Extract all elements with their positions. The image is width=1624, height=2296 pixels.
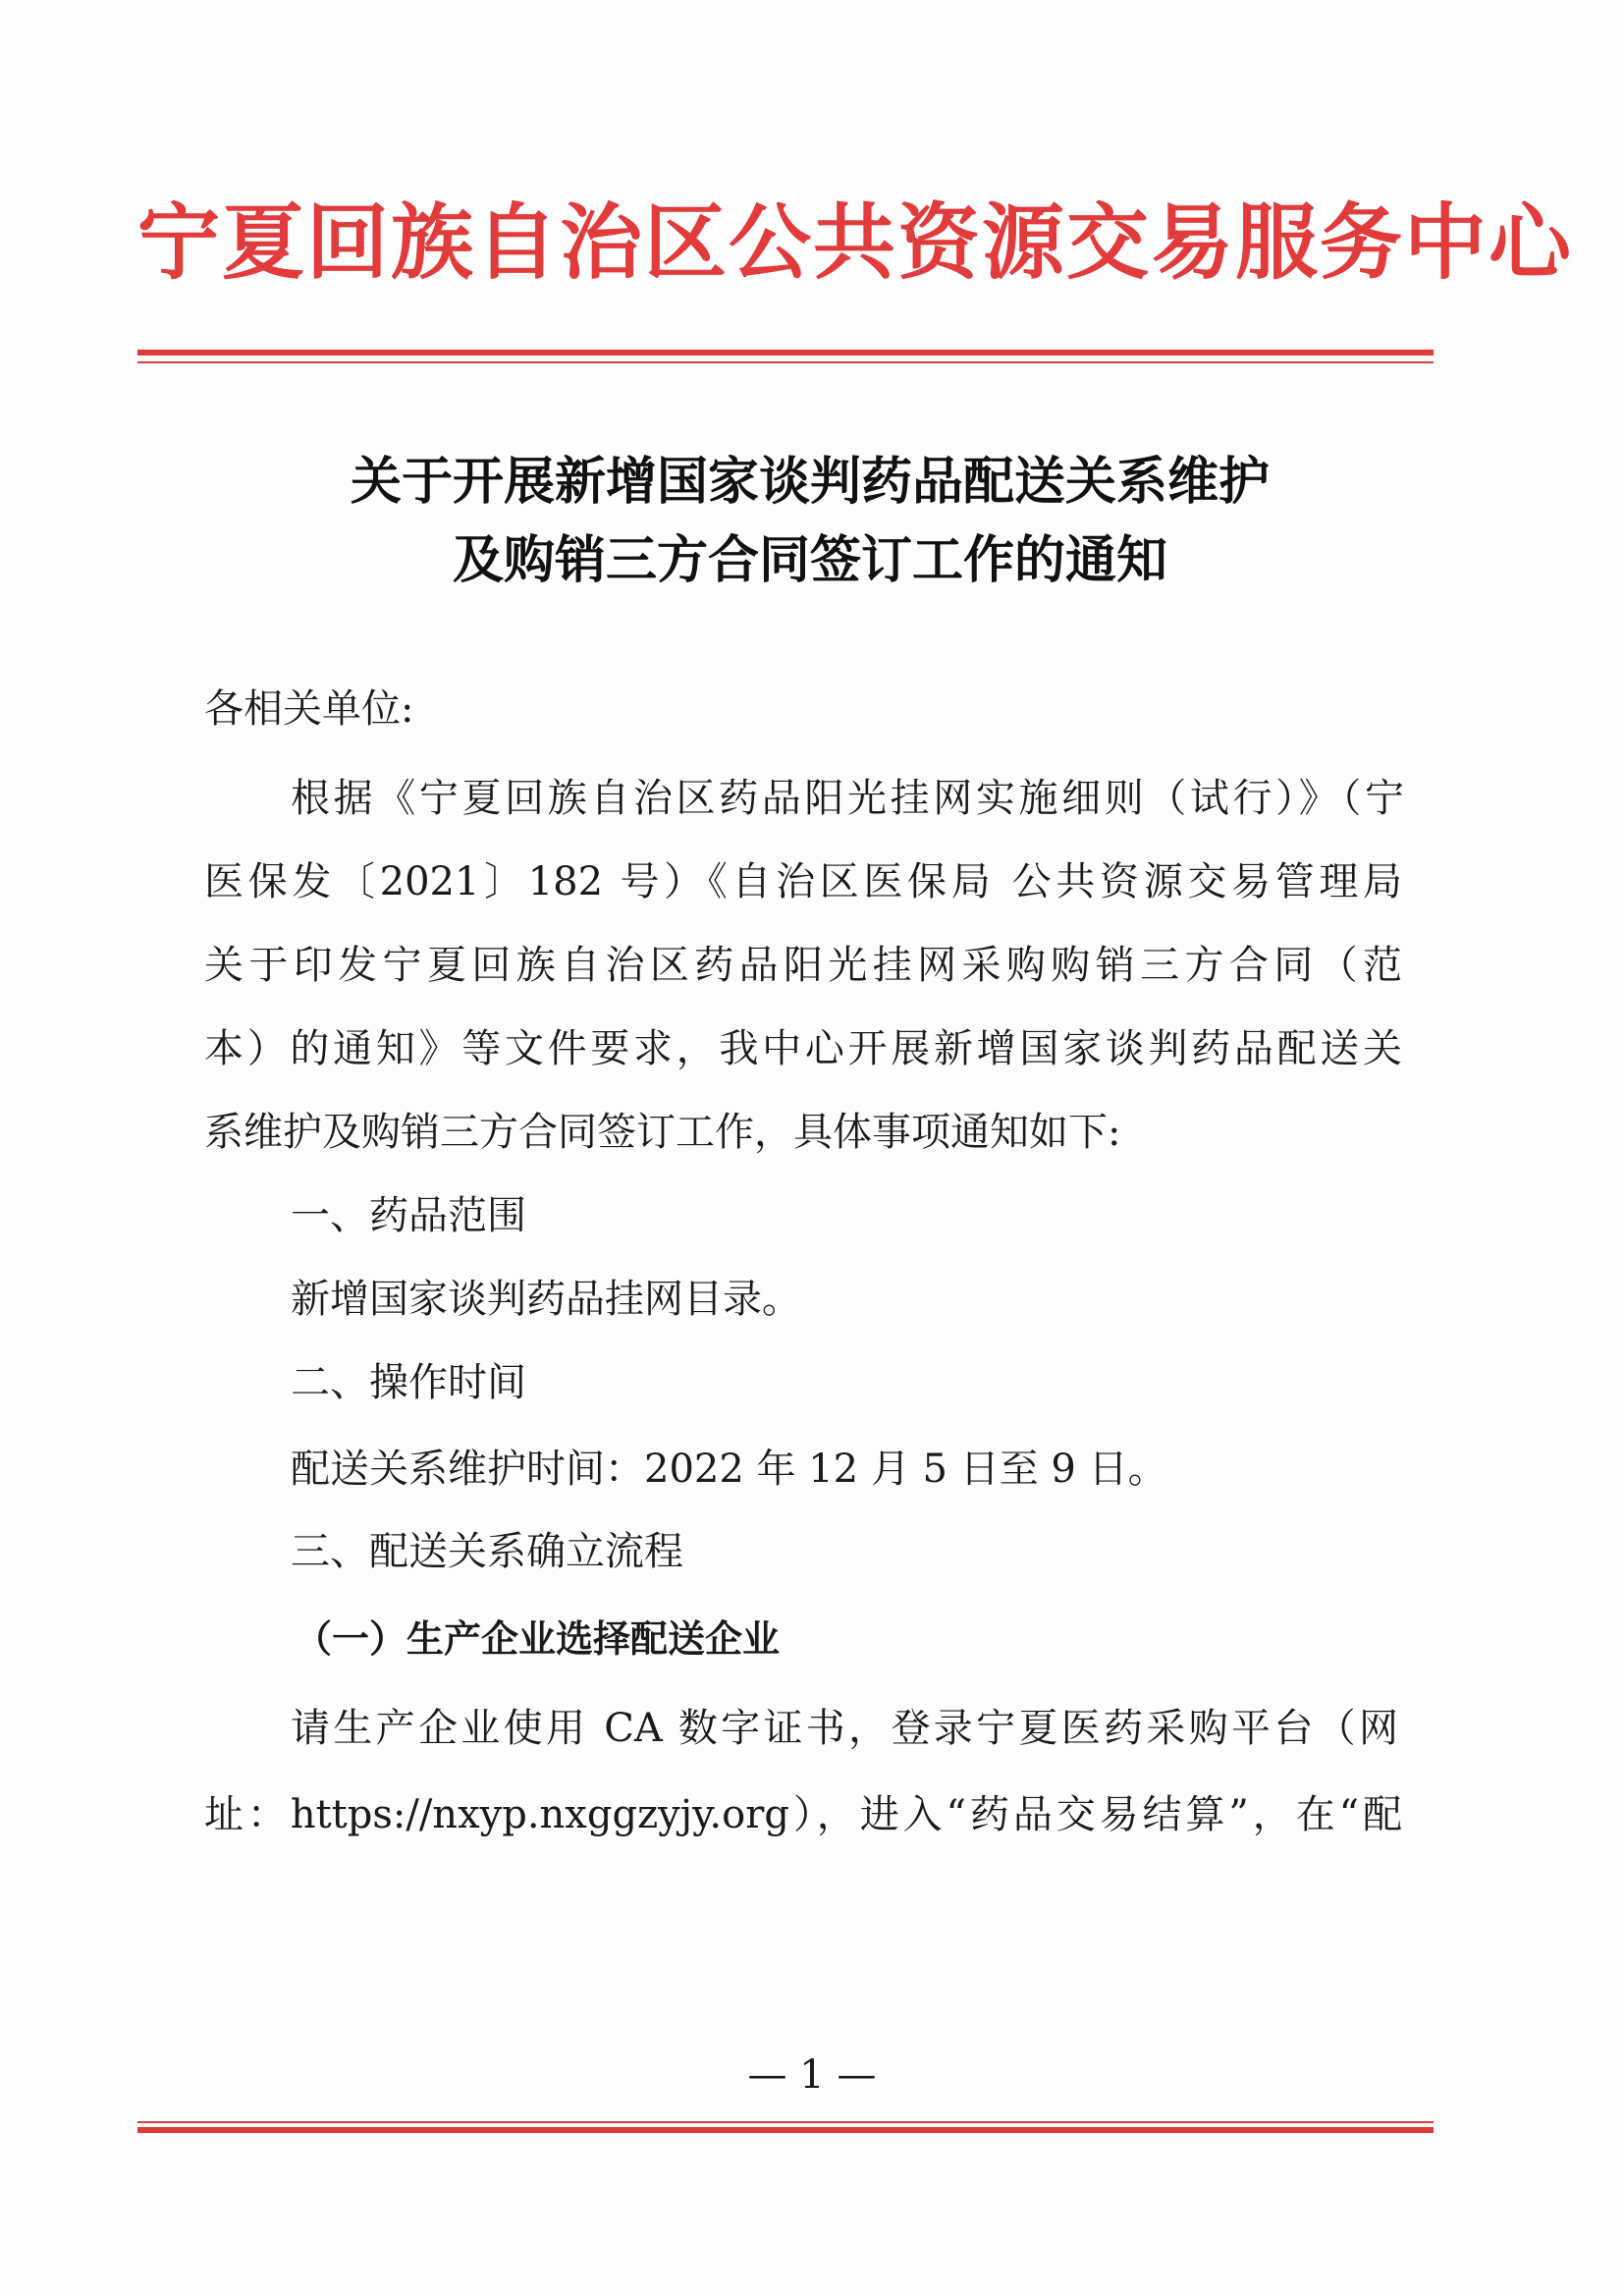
paragraph-line: 请生产企业使用 CA 数字证书，登录宁夏医药采购平台（网 [291, 1706, 1398, 1751]
section-text-operation-time: 配送关系维护时间：2022 年 12 月 5 日至 9 日。 [291, 1447, 1167, 1492]
letterhead-red-rule-thin [137, 361, 1434, 363]
section-heading-operation-time: 二、操作时间 [291, 1360, 526, 1405]
paragraph-line: 根据《宁夏回族自治区药品阳光挂网实施细则（试行）》（宁 [291, 776, 1404, 821]
section-heading-drug-scope: 一、药品范围 [291, 1193, 526, 1238]
salutation: 各相关单位: [204, 686, 414, 732]
letterhead-red-rule-thick [137, 350, 1434, 355]
section-text-drug-scope: 新增国家谈判药品挂网目录。 [291, 1277, 801, 1322]
document-title-line-2: 及购销三方合同签订工作的通知 [452, 530, 1167, 590]
paragraph-line: 医保发〔2021〕182 号）《自治区医保局 公共资源交易管理局 [204, 859, 1402, 904]
subsection-heading-select-distributor: （一）生产企业选择配送企业 [295, 1617, 781, 1661]
page-number: — 1 — [747, 2052, 877, 2098]
footer-red-rule-thick [137, 2127, 1434, 2133]
footer-red-rule-thin [137, 2121, 1434, 2123]
section-heading-distribution-process: 三、配送关系确立流程 [291, 1529, 683, 1574]
paragraph-line: 本）的通知》等文件要求，我中心开展新增国家谈判药品配送关 [204, 1026, 1402, 1071]
paragraph-line: 系维护及购销三方合同签订工作，具体事项通知如下: [204, 1110, 1121, 1155]
document-title-line-1: 关于开展新增国家谈判药品配送关系维护 [350, 452, 1270, 512]
letterhead-org-name: 宁夏回族自治区公共资源交易服务中心 [137, 193, 1574, 291]
paragraph-line: 关于印发宁夏回族自治区药品阳光挂网采购购销三方合同（范 [204, 943, 1402, 988]
paragraph-line: 址：https://nxyp.nxggzyjy.org），进入“药品交易结算”，在“配 [204, 1792, 1402, 1837]
